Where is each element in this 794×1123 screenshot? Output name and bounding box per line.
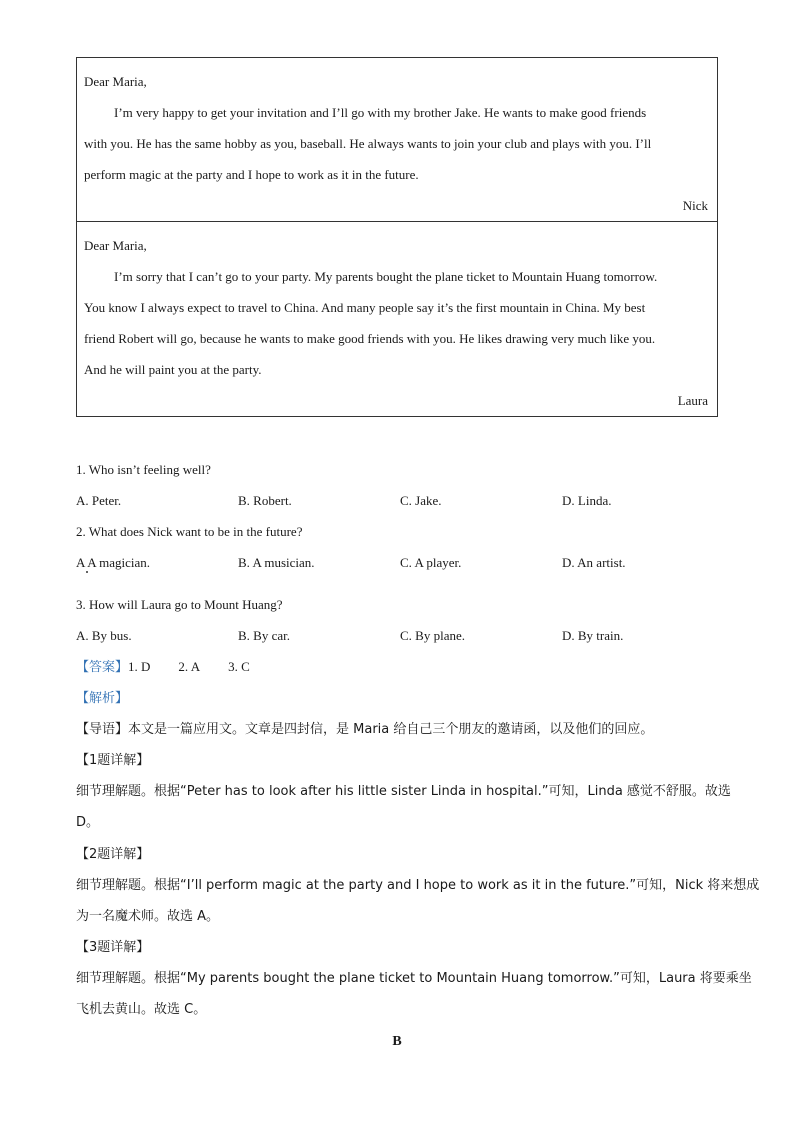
answer-line	[76, 657, 278, 678]
question-2-options	[76, 553, 736, 573]
option-a: A. Peter.	[76, 493, 122, 508]
question-3: 3. How will Laura go to Mount Huang?	[76, 597, 283, 612]
letter-greeting: Dear Maria,	[84, 238, 147, 253]
letter-laura	[77, 221, 717, 416]
letter-line: friend Robert will go, because he wants to make good friends with you. He likes drawing very much like you.	[84, 331, 656, 346]
question-1-options	[76, 491, 736, 511]
detail-3-line: 飞机去黄山。故选 C。	[76, 1002, 207, 1017]
guide-text: 本文是一篇应用文。文章是四封信，是 Maria 给自己三个朋友的邀请函，以及他们的回应。	[128, 722, 654, 737]
answer-value: 2. A	[178, 659, 201, 674]
letter-line: You know I always expect to travel to China. And many people say it’s the first mountain in China. My best	[84, 300, 646, 315]
section-marker: B	[392, 1034, 402, 1049]
option-c: C. By plane.	[400, 628, 465, 643]
detail-1-line: D。	[76, 815, 100, 830]
option-c: C. Jake.	[400, 493, 442, 508]
option-a: A A magician.	[76, 555, 151, 570]
answer-value: 3. C	[228, 659, 250, 674]
guide-label: 【导语】	[76, 722, 129, 737]
detail-2-line: 细节理解题。根据“I’ll perform magic at the party and I hope to work as it in the future.”可知，Nick 将来想成	[76, 878, 760, 893]
option-b: B. A musician.	[238, 555, 315, 570]
guide-paragraph	[76, 720, 718, 740]
stray-dot	[86, 571, 88, 573]
question-3-options	[76, 626, 736, 646]
letter-line: I’m sorry that I can’t go to your party. My parents bought the plane ticket to Mountain Huang tomorrow.	[114, 269, 658, 284]
option-b: B. Robert.	[238, 493, 292, 508]
option-d: D. By train.	[562, 628, 624, 643]
letter-nick	[77, 58, 717, 221]
option-d: D. An artist.	[562, 555, 626, 570]
question-1: 1. Who isn’t feeling well?	[76, 462, 211, 477]
detail-3-label: 【3题详解】	[76, 940, 150, 955]
option-d: D. Linda.	[562, 493, 612, 508]
detail-2-line: 为一名魔术师。故选 A。	[76, 909, 220, 924]
option-c: C. A player.	[400, 555, 462, 570]
analysis-label: 【解析】	[76, 691, 129, 706]
detail-3-line: 细节理解题。根据“My parents bought the plane ticket to Mountain Huang tomorrow.”可知，Laura 将要乘坐	[76, 971, 752, 986]
detail-2-label: 【2题详解】	[76, 847, 150, 862]
letter-line: with you. He has the same hobby as you, baseball. He always wants to join your club and plays with you. I’ll	[84, 136, 652, 151]
detail-1-line: 细节理解题。根据“Peter has to look after his little sister Linda in hospital.”可知，Linda 感觉不舒服。故选	[76, 784, 731, 799]
letter-greeting: Dear Maria,	[84, 74, 147, 89]
option-a: A. By bus.	[76, 628, 132, 643]
answer-value: 1. D	[128, 659, 151, 674]
letter-line: I’m very happy to get your invitation and I’ll go with my brother Jake. He wants to make good friends	[114, 105, 647, 120]
detail-1-label: 【1题详解】	[76, 753, 150, 768]
option-b: B. By car.	[238, 628, 290, 643]
letter-signature: Laura	[677, 393, 708, 408]
question-2: 2. What does Nick want to be in the future?	[76, 524, 303, 539]
letters-table	[76, 57, 718, 417]
letter-line: And he will paint you at the party.	[84, 362, 262, 377]
letter-line: perform magic at the party and I hope to work as it in the future.	[84, 167, 419, 182]
answer-label: 【答案】	[76, 660, 129, 675]
letter-signature: Nick	[682, 198, 708, 213]
